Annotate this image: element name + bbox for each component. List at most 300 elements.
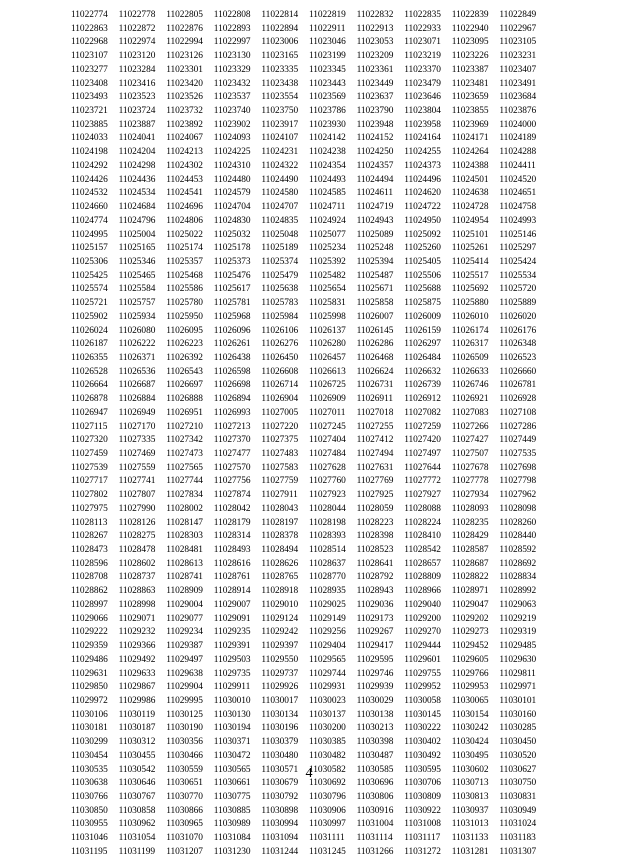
table-cell: 11023443 [308,78,346,89]
table-cell: 11028741 [166,572,203,583]
table-cell: 11023637 [356,92,394,103]
table-cell: 11028267 [71,531,108,542]
table-cell: 11029417 [356,641,394,652]
table-cell: 11026608 [261,366,299,377]
table-cell: 11023481 [451,78,489,89]
table-cell: 11028481 [166,545,203,556]
table-cell: 11029066 [71,613,108,624]
table-cell: 11028761 [213,572,251,583]
table-cell: 11025022 [166,229,203,240]
table-cell: 11030101 [499,695,537,706]
table-cell: 11023219 [404,51,441,62]
table-row [71,558,547,572]
table-cell: 11027570 [213,462,251,473]
table-cell: 11027507 [451,449,489,459]
table-cell: 11024067 [166,133,203,144]
table-cell: 11023876 [499,106,537,117]
table-cell: 11027459 [71,449,108,459]
table-cell: 11024719 [356,202,394,213]
table-cell: 11022968 [71,37,108,48]
table-cell: 11023407 [499,64,537,75]
table-cell: 11025781 [213,298,251,309]
table-row [71,750,547,764]
table-cell: 11028657 [404,558,441,569]
table-row [71,201,547,215]
table-cell: 11027245 [308,421,346,432]
table-cell: 11028692 [499,558,537,569]
table-row [71,146,547,160]
table-cell: 11030450 [499,737,537,748]
table-cell: 11023199 [308,51,346,62]
table-cell: 11023408 [71,78,108,89]
table-cell: 11024806 [166,215,203,226]
table-row [71,187,547,201]
table-cell: 11028378 [261,531,299,542]
table-cell: 11029630 [499,654,537,665]
table-cell: 11027759 [261,476,299,487]
table-cell: 11023892 [166,119,203,130]
table-cell: 11023416 [118,78,156,89]
table-cell: 11022876 [166,23,203,34]
table-cell: 11028197 [261,517,299,528]
table-cell: 11024696 [166,202,203,213]
table-cell: 11022819 [308,10,346,20]
table-cell: 11031199 [118,846,155,857]
table-cell: 11031070 [166,833,203,844]
table-cell: 11028314 [213,531,251,542]
table-cell: 11026137 [308,325,346,336]
table-cell: 11026286 [356,339,394,350]
table-cell: 11026438 [213,352,251,363]
table-cell: 11029149 [308,613,346,624]
table-cell: 11030160 [499,709,537,720]
table-cell: 11027412 [356,435,394,446]
table-cell: 11024198 [71,147,108,158]
table-cell: 11025157 [71,243,108,254]
table-row [71,571,547,585]
table-cell: 11026276 [261,339,299,350]
table-cell: 11028126 [118,517,156,528]
table-cell: 11027802 [71,490,108,501]
table-cell: 11029492 [118,654,156,665]
table-cell: 11026348 [499,339,537,350]
table-cell: 11028043 [261,503,299,514]
table-cell: 11026317 [451,339,489,350]
table-cell: 11024142 [308,133,346,144]
table-cell: 11022814 [261,10,299,20]
table-cell: 11029746 [356,668,394,679]
table-cell: 11024950 [404,215,441,226]
table-cell: 11026371 [118,352,156,363]
table-row [71,421,547,435]
table-cell: 11025248 [356,243,394,254]
table-cell: 11030661 [213,778,251,789]
table-cell: 11025902 [71,311,108,322]
table-row [71,818,547,832]
table-row [71,626,547,640]
table-cell: 11026528 [71,366,108,377]
table-cell: 11025048 [261,229,299,240]
table-cell: 11024255 [404,147,441,158]
table-cell: 11030495 [451,750,489,761]
table-row [71,599,547,613]
table-row [71,407,547,421]
table-cell: 11023095 [451,37,489,48]
table-cell: 11023130 [213,51,251,62]
table-cell: 11026020 [499,311,537,322]
table-cell: 11030137 [308,709,346,720]
table-cell: 11027469 [118,449,156,459]
table-cell: 11025077 [308,229,346,240]
table-cell: 11030916 [356,805,394,816]
table-cell: 11024041 [118,133,156,144]
table-cell: 11030312 [118,737,156,748]
table-cell: 11029605 [451,654,489,665]
table-cell: 11030994 [261,819,299,830]
table-cell: 11030713 [451,778,489,789]
table-cell: 11027628 [308,462,346,473]
table-cell: 11031008 [404,819,441,830]
table-cell: 11030692 [308,778,346,789]
table-cell: 11022994 [166,37,203,48]
table-cell: 11024835 [261,215,299,226]
table-cell: 11024238 [308,147,346,158]
table-cell: 11030806 [356,791,394,802]
table-cell: 11030965 [166,819,203,830]
table-cell: 11028224 [404,517,441,528]
table-cell: 11022997 [213,37,251,48]
table-cell: 11023126 [166,51,203,62]
table-cell: 11024494 [356,174,394,185]
table-cell: 11028179 [213,517,251,528]
table-row [71,448,547,462]
table-cell: 11022940 [451,23,489,34]
table-cell: 11027011 [308,407,346,418]
table-cell: 11023420 [166,78,203,89]
table-cell: 11023659 [451,92,489,103]
table-cell: 11031054 [118,833,156,844]
table-cell: 11027975 [71,503,108,514]
table-cell: 11026392 [166,352,203,363]
table-cell: 11025831 [308,298,346,309]
table-cell: 11026698 [213,380,251,391]
table-cell: 11029737 [261,668,299,679]
table-cell: 11028098 [499,503,537,514]
table-cell: 11031307 [499,846,537,857]
table-cell: 11023438 [261,78,299,89]
table-cell: 11031004 [356,819,394,830]
table-cell: 11027018 [356,407,394,418]
table-cell: 11024322 [261,160,299,171]
table-cell: 11026904 [261,394,299,405]
table-row [71,503,547,517]
table-cell: 11028473 [71,545,108,556]
table-row [71,9,547,23]
table-cell: 11026725 [308,380,346,391]
table-cell: 11028613 [166,558,203,569]
table-cell: 11024107 [261,133,299,144]
table-cell: 11027923 [308,490,346,501]
table-cell: 11027798 [499,476,537,487]
table-cell: 11024684 [118,202,156,213]
table-cell: 11031230 [213,846,251,857]
table-cell: 11030638 [71,778,108,789]
table-cell: 11025517 [451,270,489,281]
table-cell: 11024436 [118,174,156,185]
table-cell: 11023277 [71,64,108,75]
table-cell: 11023930 [308,119,346,130]
table-cell: 11026009 [404,311,441,322]
table-cell: 11024541 [166,188,203,199]
table-cell: 11022849 [499,10,537,20]
table-cell: 11029219 [499,613,537,624]
table-row [71,105,547,119]
table-cell: 11028275 [118,531,156,542]
table-cell: 11025306 [71,256,108,267]
table-cell: 11030200 [308,723,346,734]
table-cell: 11026096 [213,325,251,336]
table-cell: 11030627 [499,764,537,775]
table-cell: 11030285 [499,723,537,734]
table-cell: 11028059 [356,503,394,514]
table-cell: 11027483 [261,449,299,459]
table-cell: 11023301 [166,64,203,75]
table-row [71,119,547,133]
table-cell: 11031207 [166,846,203,857]
table-cell: 11030559 [166,764,203,775]
table-cell: 11024152 [356,133,394,144]
table-cell: 11030190 [166,723,203,734]
table-cell: 11023491 [499,78,537,89]
table-cell: 11029550 [261,654,299,665]
table-cell: 11024758 [499,202,537,213]
table-cell: 11030356 [166,737,203,748]
table-cell: 11025297 [499,243,537,254]
table-cell: 11026280 [308,339,346,350]
table-cell: 11031281 [451,846,489,857]
table-row [71,640,547,654]
table-cell: 11030989 [213,819,251,830]
table-cell: 11029232 [118,627,156,638]
table-cell: 11028687 [451,558,489,569]
table-cell: 11023071 [404,37,441,48]
table-cell: 11026355 [71,352,108,363]
table-cell: 11027255 [356,421,394,432]
table-cell: 11029047 [451,599,489,610]
table-cell: 11027404 [308,435,346,446]
table-cell: 11026176 [499,325,537,336]
table-cell: 11030379 [261,737,299,748]
table-cell: 11029256 [308,627,346,638]
table-cell: 11025984 [261,311,299,322]
table-cell: 11025889 [499,298,537,309]
table-cell: 11024722 [404,202,441,213]
table-cell: 11029040 [404,599,441,610]
table-cell: 11023740 [213,106,251,117]
table-cell: 11026536 [118,366,156,377]
table-cell: 11025875 [404,298,441,309]
table-cell: 11023209 [356,51,394,62]
table-cell: 11028303 [166,531,203,542]
table-cell: 11024288 [499,147,537,158]
table-row [71,393,547,407]
table-cell: 11030792 [261,791,299,802]
table-cell: 11030571 [261,764,299,775]
table-cell: 11030937 [451,805,489,816]
table-cell: 11023329 [213,64,251,75]
table-cell: 11027535 [499,449,537,459]
table-cell: 11027583 [261,462,299,473]
table-cell: 11024585 [308,188,346,199]
table-cell: 11026024 [71,325,108,336]
table-cell: 11029267 [356,627,394,638]
table-cell: 11025392 [308,256,346,267]
table-cell: 11030242 [451,723,489,734]
table-cell: 11027213 [213,421,251,432]
table-cell: 11022839 [451,10,489,20]
table-row [71,805,547,819]
table-cell: 11030010 [213,695,251,706]
table-cell: 11023721 [71,106,108,117]
table-cell: 11023105 [499,37,537,48]
table-cell: 11024830 [213,215,251,226]
table-cell: 11026523 [499,352,537,363]
table-cell: 11024620 [404,188,441,199]
table-cell: 11028737 [118,572,156,583]
table-cell: 11026598 [213,366,251,377]
table-cell: 11026297 [404,339,441,350]
table-cell: 11029387 [166,641,203,652]
table-cell: 11023479 [404,78,441,89]
table-row [71,160,547,174]
table-cell: 11025189 [261,243,299,254]
table-cell: 11023120 [118,51,156,62]
table-row [71,23,547,37]
table-cell: 11028641 [356,558,394,569]
table-cell: 11027927 [404,490,441,501]
table-cell: 11029755 [404,668,441,679]
table-cell: 11029444 [404,641,441,652]
table-cell: 11027170 [118,421,156,432]
table-cell: 11026949 [118,407,156,418]
table-cell: 11030565 [213,764,251,775]
table-cell: 11027005 [261,407,299,418]
table-cell: 11030398 [356,737,394,748]
table-cell: 11028514 [308,545,346,556]
table-cell: 11027220 [261,421,299,432]
table-cell: 11029200 [404,613,441,624]
table-cell: 11025089 [356,229,394,240]
table-cell: 11029202 [451,613,489,624]
table-cell: 11027772 [404,476,441,487]
table-row [71,709,547,723]
table-cell: 11029931 [308,682,346,693]
table-row [71,325,547,339]
table-cell: 11024411 [499,160,536,171]
table-row [71,489,547,503]
table-cell: 11030585 [356,764,394,775]
table-cell: 11025721 [71,298,108,309]
table-cell: 11024728 [451,202,489,213]
table-cell: 11030134 [261,709,299,720]
table-cell: 11026687 [118,380,156,391]
table-row [71,174,547,188]
table-cell: 11030767 [118,791,156,802]
table-cell: 11023948 [356,119,394,130]
table-cell: 11030181 [71,723,108,734]
table-cell: 11028992 [499,586,537,597]
table-cell: 11028998 [118,599,156,610]
table-cell: 11028113 [71,517,108,528]
table-cell: 11025405 [404,256,441,267]
table-cell: 11027266 [451,421,489,432]
table-cell: 11030850 [71,805,108,816]
table-cell: 11029939 [356,682,394,693]
table-cell: 11028708 [71,572,108,583]
table-cell: 11025574 [71,284,108,295]
table-cell: 11027565 [166,462,203,473]
table-cell: 11030424 [451,737,489,748]
table-cell: 11027335 [118,435,156,446]
table-row [71,36,547,50]
table-cell: 11029867 [118,682,156,693]
table-cell: 11028398 [356,531,394,542]
table-cell: 11024426 [71,174,108,185]
table-cell: 11025032 [213,229,251,240]
table-row [71,352,547,366]
table-cell: 11030866 [166,805,203,816]
table-cell: 11031244 [261,846,299,857]
table-cell: 11025757 [118,298,156,309]
table-cell: 11029952 [404,682,441,693]
table-cell: 11023526 [166,92,203,103]
table-cell: 11024579 [213,188,251,199]
table-cell: 11030487 [356,750,394,761]
table-cell: 11030796 [308,791,346,802]
table-cell: 11025394 [356,256,394,267]
table-cell: 11025934 [118,311,156,322]
table-cell: 11024490 [261,174,299,185]
table-row [71,736,547,750]
table-cell: 11024638 [451,188,489,199]
table-cell: 11025688 [404,284,441,295]
table-cell: 11023885 [71,119,108,130]
table-cell: 11029124 [261,613,299,624]
table-cell: 11023790 [356,106,394,117]
table-cell: 11025482 [308,270,346,281]
table-cell: 11022974 [118,37,156,48]
table-cell: 11022863 [71,23,108,34]
table-cell: 11028765 [261,572,299,583]
table-cell: 11024796 [118,215,156,226]
table-row [71,242,547,256]
table-cell: 11030385 [308,737,346,748]
table-cell: 11023387 [451,64,489,75]
table-cell: 11026145 [356,325,394,336]
table-cell: 11026739 [404,380,441,391]
table-cell: 11023887 [118,119,156,130]
table-cell: 11026095 [166,325,203,336]
table-cell: 11030535 [71,764,108,775]
table-cell: 11026947 [71,407,108,418]
table-cell: 11023284 [118,64,156,75]
table-cell: 11025998 [308,311,346,322]
table-cell: 11028809 [404,572,441,583]
table-cell: 11029235 [213,627,251,638]
table-cell: 11028966 [404,586,441,597]
table-cell: 11028587 [451,545,489,556]
table-cell: 11027320 [71,435,108,446]
